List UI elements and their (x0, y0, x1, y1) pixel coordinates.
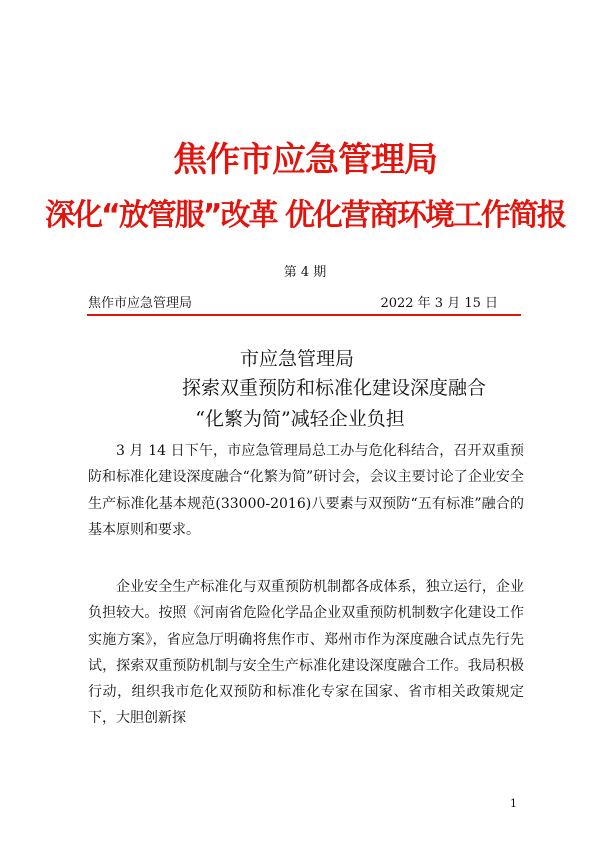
article-paragraph-1: 3 月 14 日下午，市应急管理局总工办与危化科结合，召开双重预防和标准化建设深度融合“化繁为简”研讨会，会议主要讨论了企业安全生产标准化基本规范(33000-2016)八要素与双预防“五有标准”融合的基本原则和要求。 (88, 443, 524, 538)
headline-line-2: 探索双重预防和标准化建设深度融合 (181, 377, 486, 399)
article-paragraph-2: 企业安全生产标准化与双重预防机制都各成体系，独立运行，企业负担较大。按照《河南省危险化学品企业双重预防机制数字化建设工作实施方案》，省应急厅明确将焦作市、郑州市作为深度融合试点先行先试，探索双重预防机制与安全生产标准化建设深度融合工作。我局积极行动，组织我市危化双预防和标准化专家在国家、省市相关政策规定下，大胆创新探 (88, 579, 524, 727)
meta-row (88, 292, 520, 310)
issue-number: 第 4 期 (283, 265, 327, 280)
masthead-subtitle: 深化“放管服”改革 优化营商环境工作简报 (45, 198, 565, 233)
meta-organization: 焦作市应急管理局 (88, 296, 193, 311)
headline-line-1: 市应急管理局 (239, 348, 354, 370)
meta-date: 2022 年 3 月 15 日 (380, 296, 498, 311)
masthead-title: 焦作市应急管理局 (173, 140, 437, 180)
red-divider (87, 314, 521, 316)
headline-line-3: “化繁为简”减轻企业负担 (195, 408, 405, 430)
page-number: 1 (510, 797, 517, 810)
